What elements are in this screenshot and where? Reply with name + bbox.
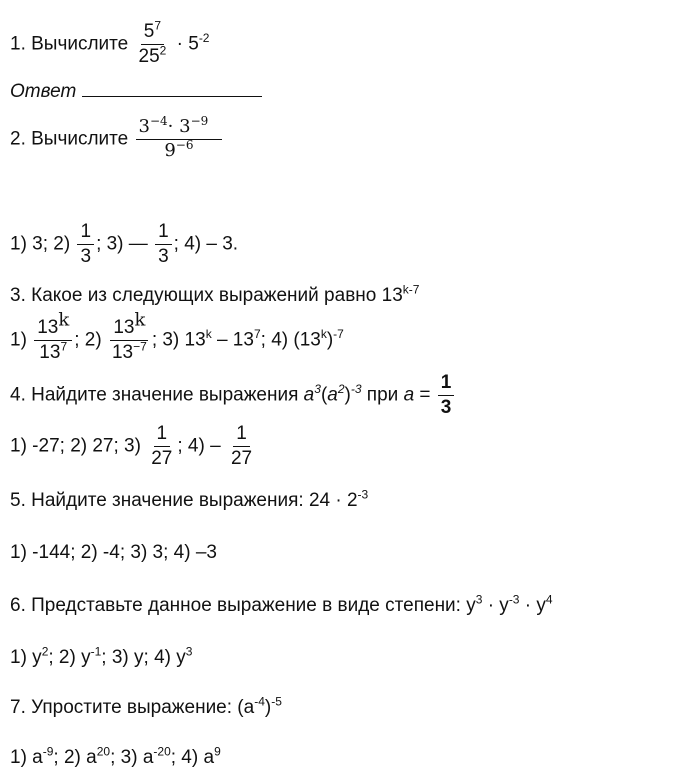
answer-3-fraction-1: $\frac{13^k}{13^7}$ [34,318,72,363]
question-4-label: 4. Найдите значение выражения [10,384,299,406]
question-7-label: 7. Упростите выражение: (a [10,697,255,718]
answer-label: Ответ [10,81,77,102]
question-6: 6. Представьте данное выражение в виде степени: $y^3 \cdot y^{-3} \cdot y^4$ [10,592,553,616]
question-7: 7. Упростите выражение: $(a^{-4})^{-5}$ [10,694,282,718]
question-3: 3. Какое из следующих выражений равно 13$^{k-7}$ [10,282,420,306]
answers-4: 1) -27; 2) 27; 3) $\frac{1}{27}$ ; 4) – $\frac{1}{27}$ [10,424,257,469]
fraction-one-27th: $\frac{1}{27}$ [230,423,253,469]
question-1-label: 1. Вычислите [10,33,129,55]
fraction-one-27th: $\frac{1}{27}$ [151,423,173,469]
answers-3: 1) $\frac{13^k}{13^7}$ ; 2) $\frac{13^k}{13^{-7}}$ ; 3) $13^k - 13^7$; 4) $(13^k)^{-7}$ [10,309,344,363]
answers-2: 1) 3; 2) $\frac{1}{3}$ ; 3) — $\frac{1}{3}$ ; 4) – 3. [10,221,239,267]
question-2 [10,114,224,161]
question-1-fraction: $\frac{5^7}{25^2}$ [138,18,167,67]
answers-7: 1) $a^{-9}$; 2) $a^{20}$; 3) $a^{-20}$; 4) $a^9$ [10,744,221,768]
question-2-fraction: $\frac{3^{-4}\cdot 3^{-9}}{9^{-6}}$ [136,118,223,161]
answer-3-fraction-2: $\frac{13^k}{13^{-7}}$ [111,309,147,363]
answers-6: 1) $y^2$; 2) $y^{-1}$; 3) y; 4) $y^3$ [10,644,193,668]
fraction-one-third: $\frac{1}{3}$ [77,222,94,267]
question-3-label: 3. Какое из следующих выражений равно 13 [10,285,403,306]
question-4: 4. Найдите значение выражения $a^3(a^2)^{-3}$ при a = $\frac{1}{3}$ [10,373,456,418]
question-5-label: 5. Найдите значение выражения: 24 · 2 [10,490,358,511]
question-6-label: 6. Представьте данное выражение в виде степени: y [10,595,476,616]
answer-blank[interactable] [82,80,262,97]
question-2-label: 2. Вычислите [10,128,129,150]
fraction-one-third: $\frac{1}{3}$ [155,222,172,267]
answer-line [10,80,262,101]
question-4-fraction: $\frac{1}{3}$ [438,373,455,418]
question-1: 1. Вычислите $\frac{5^7}{25^2}$ · $5^{-2}$ [10,18,210,67]
question-5: 5. Найдите значение выражения: $24 \cdot 2^{-3}$ [10,487,369,511]
answers-5: 1) -144; 2) -4; 3) 3; 4) –3 [10,542,217,563]
